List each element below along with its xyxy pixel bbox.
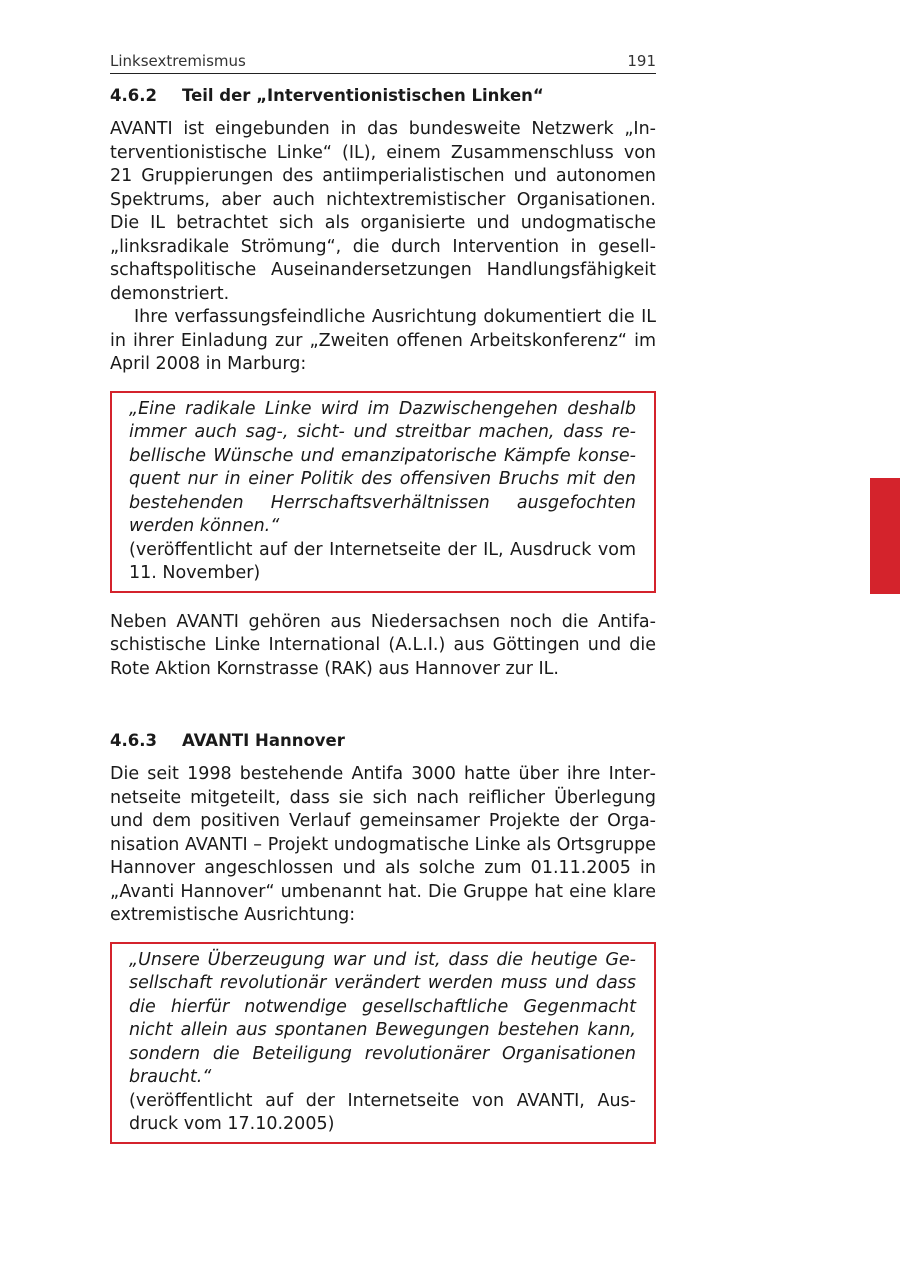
page-content bbox=[110, 52, 656, 1162]
quote-box bbox=[110, 391, 656, 593]
quote-text: „Eine radikale Linke wird im Dazwischengehen deshalb immer auch sag-, sicht- und streitbar machen, dass rebellische Wünsche und emanzipatorische Kämpfe konsequent nur in einer Politik des offensiven Bruchs mit den bestehenden Herrschaftsverhältnissen ausgefochten werden können.“ bbox=[129, 398, 636, 536]
quote-source: (veröffentlicht auf der Internetseite von AVANTI, Ausdruck vom 17.10.2005) bbox=[129, 1090, 636, 1134]
running-header bbox=[110, 52, 656, 74]
section-spacer bbox=[110, 681, 656, 719]
body-paragraph: Die seit 1998 bestehende Antifa 3000 hatte über ihre Internetseite mitgeteilt, dass sie sich nach reiflicher Überlegung und dem positiven Verlauf gemeinsamer Projekte der Organisation AVANTI – Projekt undogmatische Linke als Ortsgruppe Hannover angeschlossen und als solche zum 01.11.2005 in „Avanti Hannover“ umbenannt hat. Die Gruppe hat eine klare extremistische Ausrichtung: bbox=[110, 764, 656, 925]
section-number: 4.6.3 bbox=[110, 731, 157, 750]
section-heading-4-6-2 bbox=[110, 86, 656, 105]
section-title: Teil der „Interventionistischen Linken“ bbox=[182, 86, 544, 105]
section-number: 4.6.2 bbox=[110, 86, 157, 105]
quote-box bbox=[110, 942, 656, 1144]
quote-source: (veröffentlicht auf der Internetseite der IL, Ausdruck vom 11. November) bbox=[129, 539, 636, 583]
section-title: AVANTI Hannover bbox=[182, 731, 345, 750]
body-paragraph: Neben AVANTI gehören aus Niedersachsen noch die Antifaschistische Linke International (A.L.I.) aus Göttingen und die Rote Aktion Kornstrasse (RAK) aus Hannover zur IL. bbox=[110, 611, 656, 679]
chapter-thumb-tab bbox=[870, 478, 900, 594]
running-title: Linksextremismus bbox=[110, 52, 246, 70]
body-paragraph: Ihre verfassungsfeindliche Ausrichtung dokumentiert die IL in ihrer Einladung zur „Zweiten offenen Arbeitskonferenz“ im April 2008 in Marburg: bbox=[110, 307, 656, 374]
body-paragraph: AVANTI ist eingebunden in das bundesweite Netzwerk „Interventionistische Linke“ (IL), einem Zusammenschluss von 21 Gruppierungen des antiimperialistischen und autonomen Spektrums, aber auch nichtextremistischer Organisationen. Die IL betrachtet sich als organisierte und undogmatische „linksradikale Strömung“, die durch Intervention in gesellschaftspolitische Auseinandersetzungen Handlungsfähigkeit demonstriert. bbox=[110, 119, 656, 304]
page-number: 191 bbox=[627, 52, 656, 70]
quote-text: „Unsere Überzeugung war und ist, dass die heutige Gesellschaft revolutionär verändert werden muss und dass die hierfür notwendige gesellschaftliche Gegenmacht nicht allein aus spontanen Bewegungen bestehen kann, sondern die Beteiligung revolutionärer Organisationen braucht.“ bbox=[129, 949, 636, 1087]
section-heading-4-6-3 bbox=[110, 731, 656, 750]
